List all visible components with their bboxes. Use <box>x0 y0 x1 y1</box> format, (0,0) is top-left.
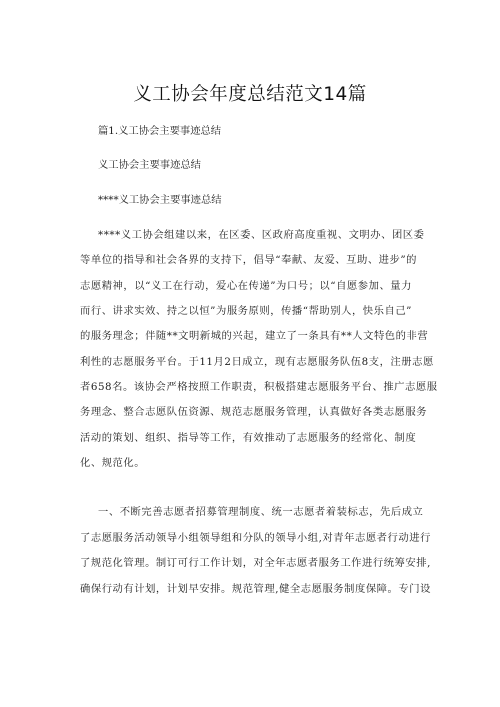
paragraph-line: 了规范化管理。制订可行工作计划，对全年志愿者服务工作进行统筹安排, <box>80 557 431 569</box>
paragraph-line: 而行、讲求实效、持之以恒”为服务原则，传播“帮助别人，快乐自己” <box>80 305 412 317</box>
paragraph-line: 活动的策划、组织、指导等工作，有效推动了志愿服务的经常化、制度 <box>80 432 417 444</box>
paragraph-line: 等单位的指导和社会各界的支持下，倡导“奉献、友爱、互助、进步”的 <box>80 254 418 266</box>
org-heading: ****义工协会主要事迹总结 <box>98 194 222 206</box>
paragraph-line: 的服务理念；伴随**文明新城的兴起，建立了一条具有**人文特色的非营 <box>80 330 429 342</box>
paragraph-line: 志愿精神，以“义工在行动，爱心在传递”为口号；以“自愿参加、量力 <box>80 280 412 292</box>
paragraph-line: 利性的志愿服务平台。于11月2日成立，现有志愿服务队伍8支，注册志愿 <box>80 356 434 368</box>
paragraph-line: 一、不断完善志愿者招募管理制度、统一志愿者着装标志，先后成立 <box>98 506 424 518</box>
subheading: 义工协会主要事迹总结 <box>98 159 201 171</box>
paragraph-line: 确保行动有计划，计划早安排。规范管理,健全志愿服务制度保障。专门设 <box>80 583 431 595</box>
paragraph-line: 了志愿服务活动领导小组领导组和分队的领导小组,对青年志愿者行动进行 <box>80 532 431 544</box>
paragraph-line: ****义工协会组建以来，在区委、区政府高度重视、文明办、团区委 <box>98 229 425 241</box>
paragraph-line: 化、规范化。 <box>80 457 146 469</box>
section-heading: 篇1.义工协会主要事迹总结 <box>98 125 222 137</box>
document-title: 义工协会年度总结范文14篇 <box>133 84 367 105</box>
paragraph-line: 务理念、整合志愿队伍资源、规范志愿服务管理，认真做好各类志愿服务 <box>80 406 428 418</box>
paragraph-line: 者658名。该协会严格按照工作职责，积极搭建志愿服务平台、推广志愿服 <box>80 381 438 393</box>
